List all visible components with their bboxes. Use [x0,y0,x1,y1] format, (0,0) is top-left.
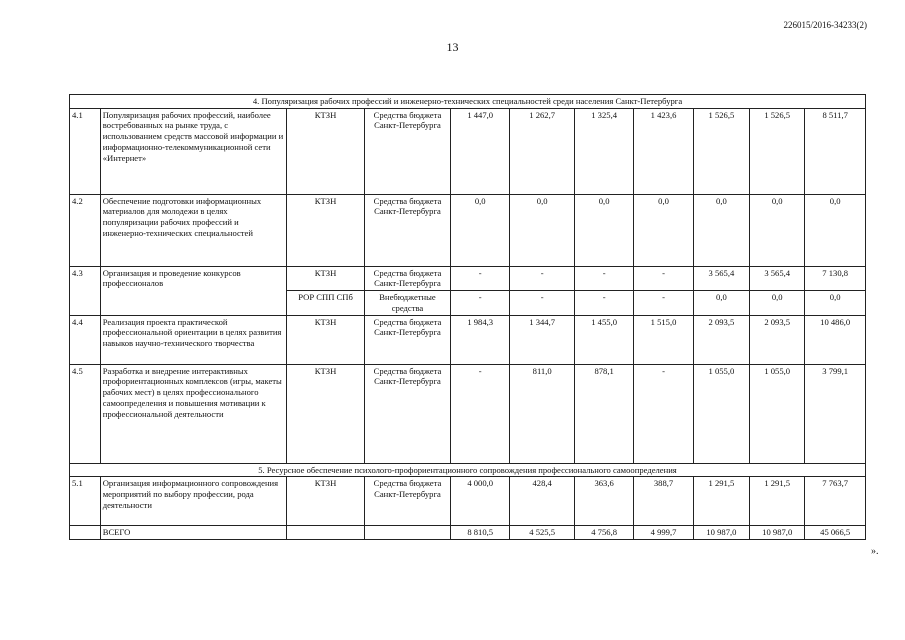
total-year-value: 4 525,5 [510,526,575,540]
activity-name: Разработка и внедрение интерактивных профориентационных комплексов (игры, макеты рабочих мест) в целях профессионального самоопределения и повышения мотивации к профессиональной деятельности [100,364,286,463]
executor: КТЗН [287,194,365,266]
year-value: 363,6 [574,477,633,526]
row-number: 4.5 [70,364,101,463]
funding-source: Средства бюджета Санкт-Петербурга [364,477,450,526]
year-value: - [574,291,633,315]
closing-quote-mark: ». [871,546,879,557]
table-row [70,194,866,266]
total-label: ВСЕГО [100,526,286,540]
program-funding-table [69,94,866,540]
table-row [70,108,866,194]
year-value: 0,0 [693,291,749,315]
year-value: 0,0 [510,194,575,266]
total-year-value: 10 987,0 [750,526,805,540]
year-value: 1 455,0 [574,315,633,364]
section-title: 4. Популяризация рабочих профессий и инженерно-технических специальностей среди населения Санкт-Петербурга [70,95,866,109]
year-value: - [510,291,575,315]
row-number: 5.1 [70,477,101,526]
year-value: 1 262,7 [510,108,575,194]
table-row [70,477,866,526]
executor: КТЗН [287,364,365,463]
executor: КТЗН [287,477,365,526]
year-value: 4 000,0 [451,477,510,526]
year-value: 1 526,5 [693,108,749,194]
year-value: 0,0 [750,194,805,266]
total-year-value: 8 810,5 [451,526,510,540]
year-value: 1 447,0 [451,108,510,194]
table-row [70,315,866,364]
year-value: 1 291,5 [693,477,749,526]
year-value: 1 291,5 [750,477,805,526]
total-value: 10 486,0 [805,315,866,364]
section-header-row [70,463,866,477]
total-value: 7 130,8 [805,266,866,290]
table-row [70,364,866,463]
page-number: 13 [446,40,459,54]
year-value: - [451,364,510,463]
executor: КТЗН [287,266,365,290]
year-value: 1 055,0 [693,364,749,463]
year-value: 2 093,5 [693,315,749,364]
year-value: 1 526,5 [750,108,805,194]
row-number: 4.1 [70,108,101,194]
year-value: - [451,266,510,290]
year-value: 878,1 [574,364,633,463]
activity-name: Обеспечение подготовки информационных материалов для молодежи в целях популяризации рабочих профессий и инженерно-технических специальностей [100,194,286,266]
total-year-value: 10 987,0 [693,526,749,540]
activity-name: Популяризация рабочих профессий, наиболее востребованных на рынке труда, с использованием средств массовой информации и информационно-телекоммуникационной сети «Интернет» [100,108,286,194]
total-value: 0,0 [805,194,866,266]
total-row [70,526,866,540]
year-value: 1 423,6 [634,108,693,194]
year-value: 1 344,7 [510,315,575,364]
year-value: - [574,266,633,290]
funding-source: Средства бюджета Санкт-Петербурга [364,108,450,194]
year-value: 1 055,0 [750,364,805,463]
executor: КТЗН [287,315,365,364]
row-number: 4.4 [70,315,101,364]
total-year-value: 4 756,8 [574,526,633,540]
total-source-cell [364,526,450,540]
funding-source: Внебюджетные средства [364,291,450,315]
executor: РОР СПП СПб [287,291,365,315]
section-header-row [70,95,866,109]
year-value: 0,0 [574,194,633,266]
total-value: 0,0 [805,291,866,315]
year-value: - [634,266,693,290]
funding-source: Средства бюджета Санкт-Петербурга [364,266,450,290]
row-number: 4.2 [70,194,101,266]
total-value: 3 799,1 [805,364,866,463]
section-title: 5. Ресурсное обеспечение психолого-профориентационного сопровождения профессионального самоопределения [70,463,866,477]
total-executor-cell [287,526,365,540]
year-value: 2 093,5 [750,315,805,364]
table-row [70,266,866,290]
total-number-cell [70,526,101,540]
document-reference: 226015/2016-34233(2) [783,20,867,30]
activity-name: Реализация проекта практической профессиональной ориентации в целях развития навыков научно-технического творчества [100,315,286,364]
row-number: 4.3 [70,266,101,315]
year-value: 0,0 [451,194,510,266]
year-value: - [634,364,693,463]
year-value: 3 565,4 [750,266,805,290]
year-value: 811,0 [510,364,575,463]
year-value: 428,4 [510,477,575,526]
year-value: 0,0 [750,291,805,315]
year-value: 388,7 [634,477,693,526]
year-value: - [634,291,693,315]
total-year-value: 4 999,7 [634,526,693,540]
total-year-value: 45 066,5 [805,526,866,540]
year-value: 3 565,4 [693,266,749,290]
year-value: 1 984,3 [451,315,510,364]
year-value: 0,0 [693,194,749,266]
funding-source: Средства бюджета Санкт-Петербурга [364,315,450,364]
year-value: 1 515,0 [634,315,693,364]
activity-name: Организация и проведение конкурсов профессионалов [100,266,286,315]
activity-name: Организация информационного сопровождения мероприятий по выбору профессии, рода деятельности [100,477,286,526]
year-value: - [510,266,575,290]
total-value: 8 511,7 [805,108,866,194]
funding-source: Средства бюджета Санкт-Петербурга [364,364,450,463]
total-value: 7 763,7 [805,477,866,526]
funding-source: Средства бюджета Санкт-Петербурга [364,194,450,266]
executor: КТЗН [287,108,365,194]
year-value: 1 325,4 [574,108,633,194]
year-value: - [451,291,510,315]
year-value: 0,0 [634,194,693,266]
